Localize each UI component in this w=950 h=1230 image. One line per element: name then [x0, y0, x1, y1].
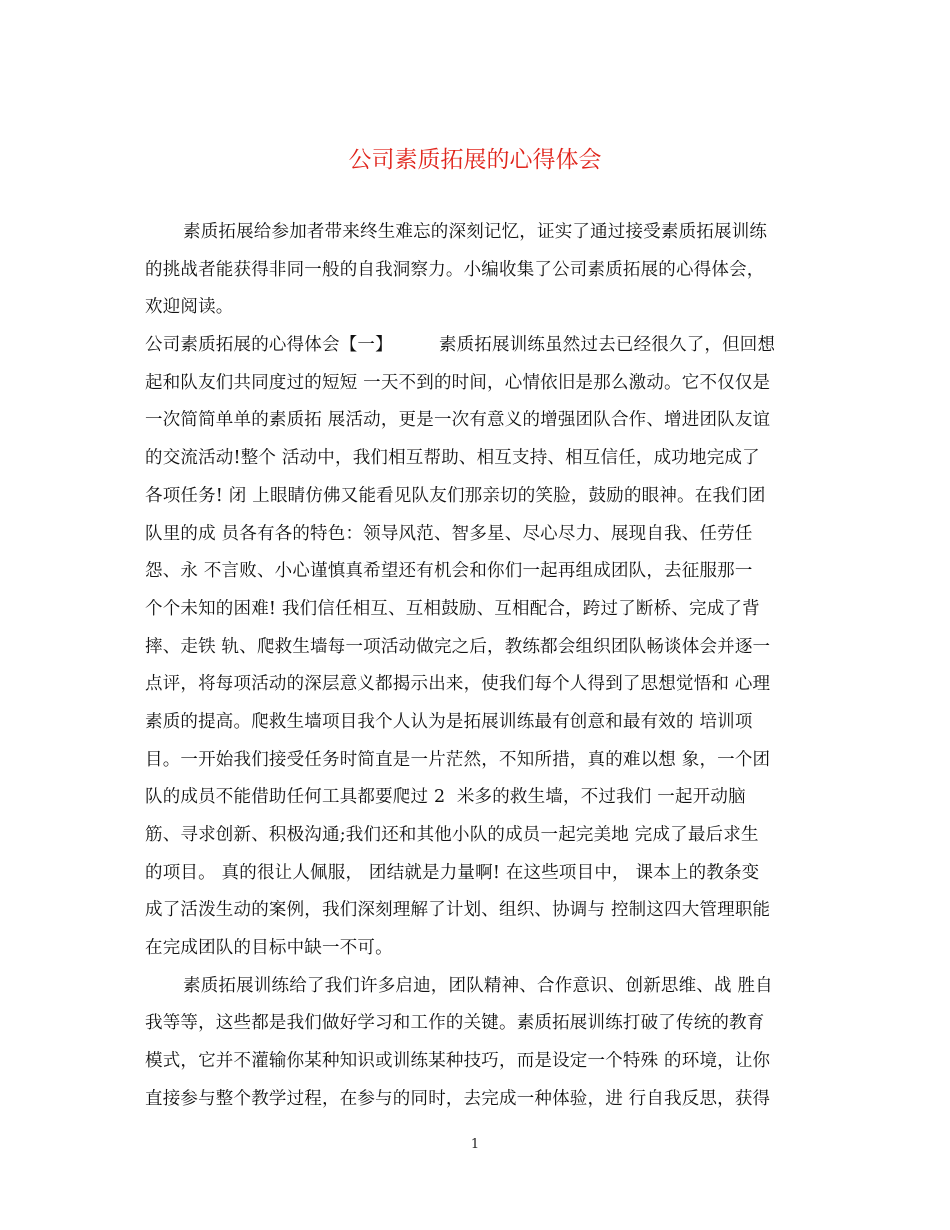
paragraph-line: 模式，它并不灌输你某种知识或训练某种技巧，而是设定一个特殊 的环境，让你	[145, 1051, 771, 1072]
page-number: 1	[470, 1137, 480, 1152]
document-body	[145, 214, 805, 1119]
paragraph-line: 一次简简单单的素质拓 展活动，更是一次有意义的增强团队合作、增进团队友谊	[145, 410, 771, 431]
paragraph-line: 起和队友们共同度过的短短 一天不到的时间，心情依旧是那么激动。它不仅仅是	[145, 372, 771, 393]
paragraph-line: 点评，将每项活动的深层意义都揭示出来，使我们每个人得到了思想觉悟和 心理	[145, 674, 771, 695]
paragraph-line: 队的成员不能借助任何工具都要爬过 2 米多的救生墙，不过我们 一起开动脑	[145, 787, 746, 808]
paragraph-line: 摔、走铁 轨、爬救生墙每一项活动做完之后，教练都会组织团队畅谈体会并逐一	[145, 636, 771, 657]
paragraph-line: 目。一开始我们接受任务时简直是一片茫然，不知所措，真的难以想 象，一个团	[145, 749, 771, 770]
paragraph-line: 直接参与整个教学过程，在参与的同时，去完成一种体验，进 行自我反思，获得	[145, 1088, 771, 1109]
paragraph-line: 素质拓展训练给了我们许多启迪，团队精神、合作意识、创新思维、战 胜自	[183, 975, 773, 996]
section-heading-line: 公司素质拓展的心得体会【一】 素质拓展训练虽然过去已经很久了，但回想	[145, 335, 776, 356]
paragraph-line: 各项任务! 闭 上眼睛仿佛又能看见队友们那亲切的笑脸，鼓励的眼神。在我们团	[145, 485, 766, 506]
paragraph-line: 素质的提高。爬救生墙项目我个人认为是拓展训练最有创意和最有效的 培训项	[145, 711, 753, 732]
paragraph-line: 素质拓展给参加者带来终生难忘的深刻记忆，证实了通过接受素质拓展训练	[183, 222, 768, 242]
paragraph-line: 筋、寻求创新、积极沟通;我们还和其他小队的成员一起完美地 完成了最后求生	[145, 825, 759, 845]
paragraph-line: 的项目。 真的很让人佩服， 团结就是力量啊! 在这些项目中， 课本上的教条变	[145, 862, 760, 883]
paragraph-line: 成了活泼生动的案例，我们深刻理解了计划、组织、协调与 控制这四大管理职能	[145, 900, 771, 921]
paragraph-line: 我等等，这些都是我们做好学习和工作的关键。素质拓展训练打破了传统的教育	[145, 1013, 765, 1034]
paragraph-line: 怨、永 不言败、小心谨慎真希望还有机会和你们一起再组成团队，去征服那一	[145, 561, 753, 582]
document-title: 公司素质拓展的心得体会	[348, 147, 602, 173]
paragraph-line: 个个未知的困难! 我们信任相互、互相鼓励、互相配合，跨过了断桥、完成了背	[145, 598, 760, 619]
paragraph-line: 的交流活动!整个 活动中，我们相互帮助、相互支持、相互信任，成功地完成了	[145, 448, 760, 469]
paragraph-line: 欢迎阅读。	[145, 297, 234, 318]
paragraph-line: 队里的成 员各有各的特色：领导风范、智多星、尽心尽力、展现自我、任劳任	[145, 523, 753, 544]
paragraph-line: 的挑战者能获得非同一般的自我洞察力。小编收集了公司素质拓展的心得体会，	[145, 259, 765, 280]
paragraph-line: 在完成团队的目标中缺一不可。	[145, 938, 393, 959]
